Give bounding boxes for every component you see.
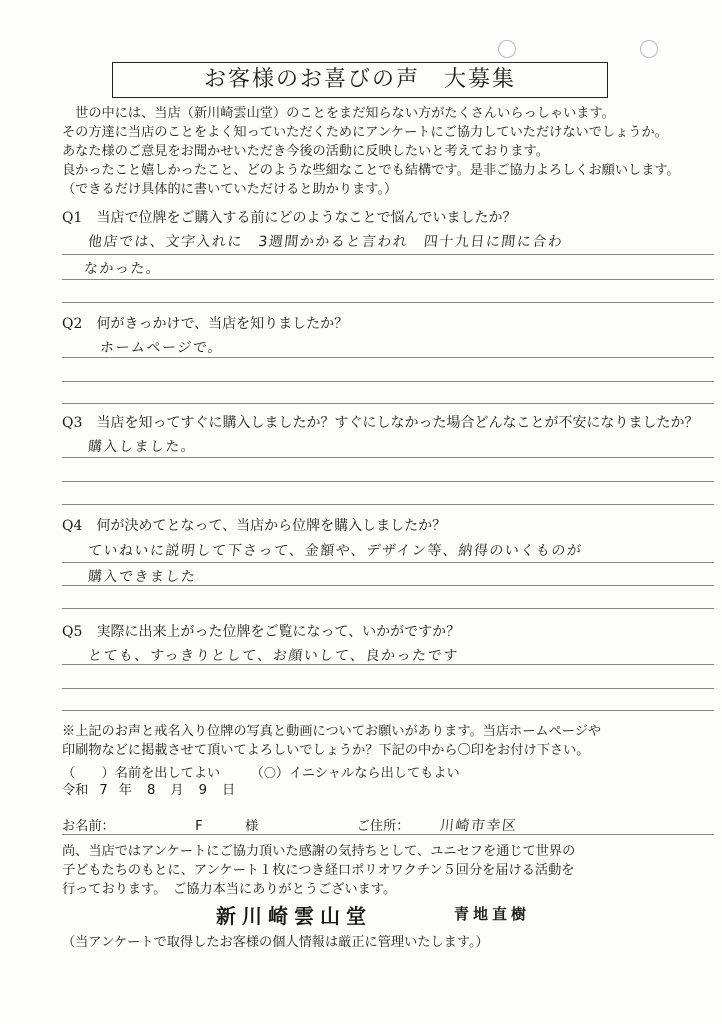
intro-text <box>62 104 712 199</box>
privacy-note: （当アンケートで取得したお客様の個人情報は厳正に管理いたします。） <box>62 935 489 950</box>
answer-rule <box>62 403 714 404</box>
answer-rule <box>62 302 714 303</box>
question-4 <box>62 515 446 535</box>
intro-line: （できるだけ具体的に書いていただけると助かります。） <box>62 182 398 197</box>
answer-rule <box>62 457 714 458</box>
owner-name: 青地直樹 <box>454 905 531 923</box>
consent-note <box>62 722 722 760</box>
name-label: お名前： <box>62 819 115 834</box>
date-era: 令和 <box>62 783 89 798</box>
date-row <box>62 779 235 798</box>
question-number: Q3 <box>62 415 83 431</box>
answer-rule <box>62 562 714 563</box>
answer-line: ていねいに説明して下さって、金額や、デザイン等、納得のいくものが <box>87 543 584 559</box>
address-value: 川崎市幸区 <box>438 818 519 834</box>
answer-rule <box>62 710 714 711</box>
answer-rule <box>62 481 714 482</box>
answer-rule <box>62 688 714 689</box>
answer-rule <box>62 608 714 609</box>
name-rule <box>62 834 714 835</box>
consent-option-name[interactable]: （ ）名前を出してよい <box>62 766 221 781</box>
question-text: 何が決めてとなって、当店から位牌を購入しましたか？ <box>96 518 447 534</box>
name-suffix: 様 <box>245 819 259 834</box>
question-number: Q2 <box>62 316 83 332</box>
question-text: 何がきっかけで、当店を知りましたか？ <box>96 316 349 332</box>
punch-hole <box>498 40 516 58</box>
footer-text <box>62 842 722 899</box>
answer-rule <box>62 504 714 505</box>
date-year: 7 <box>99 783 108 798</box>
answer-line: なかった。 <box>83 261 163 277</box>
date-day: 9 <box>198 783 207 798</box>
answer-rule <box>62 381 714 382</box>
answer-rule <box>62 279 714 280</box>
date-year-unit: 年 <box>118 783 132 798</box>
question-2 <box>62 313 348 333</box>
answer-line: 他店では、文字入れに 3週間かかると言われ 四十九日に間に合わ <box>87 234 565 250</box>
punch-hole <box>640 40 658 58</box>
footer-line: 子どもたちのもとに、アンケート１枚につき経口ポリオワクチン５回分を届ける活動を <box>62 863 575 878</box>
question-text: 当店で位牌をご購入する前にどのようなことで悩んでいましたか？ <box>96 210 517 226</box>
date-month-unit: 月 <box>170 783 184 798</box>
footer-line: 行っております。 ご協力本当にありがとうございます。 <box>62 882 397 897</box>
answer-rule <box>62 254 714 255</box>
question-5 <box>62 621 460 641</box>
question-number: Q1 <box>62 210 83 226</box>
answer-rule <box>62 585 714 586</box>
intro-line: あなた様のご意見をお聞かせいただき今後の活動に反映したいと考えております。 <box>62 144 549 159</box>
answer-rule <box>62 664 714 665</box>
answer-line: 購入できました <box>87 569 198 585</box>
question-text: 当店を知ってすぐに購入しましたか？すぐにしなかった場合どんなことが不安になりましたか？ <box>96 415 699 431</box>
footer-line: 尚、当店ではアンケートにご協力頂いた感謝の気持ちとして、ユニセフを通じて世界の <box>62 844 576 859</box>
answer-line: 購入しました。 <box>87 439 198 455</box>
answer-line: ホームページで。 <box>99 340 225 356</box>
intro-line: 世の中には、当店（新川崎雲山堂）のことをまだ知らない方がたくさんいらっしゃいます。 <box>62 106 615 121</box>
customer-info <box>62 815 517 835</box>
page-title: お客様のお喜びの声 大募集 <box>112 62 608 98</box>
answer-rule <box>62 357 714 358</box>
name-value: F <box>195 819 203 834</box>
intro-line: その方達に当店のことをよく知っていただくためにアンケートにご協力していただけないでしょうか。 <box>62 125 668 140</box>
consent-option-initial[interactable]: （〇）イニシャルなら出してもよい <box>250 766 460 781</box>
question-text: 実際に出来上がった位牌をご覧になって、いかがですか？ <box>96 624 461 640</box>
question-3 <box>62 412 698 432</box>
shop-name: 新川崎雲山堂 <box>216 904 372 928</box>
circle-mark: 〇 <box>263 766 276 780</box>
note-line: 印刷物などに掲載させて頂いてよろしいでしょうか？下記の中から〇印をお付け下さい。 <box>62 743 590 758</box>
note-line: ※上記のお声と戒名入り位牌の写真と動画についてお願いがあります。当店ホームページや <box>62 724 602 739</box>
question-number: Q5 <box>62 624 83 640</box>
question-number: Q4 <box>62 518 83 534</box>
answer-line: とても、すっきりとして、お顔いして、良かったです <box>87 648 460 664</box>
date-day-unit: 日 <box>221 783 236 798</box>
date-month: 8 <box>146 783 156 798</box>
address-label: ご住所： <box>356 819 410 834</box>
question-1 <box>62 207 516 227</box>
intro-line: 良かったこと嬉しかったこと、どのような些細なことでも結構です。是非ご協力よろしくお願いします。 <box>62 163 680 178</box>
